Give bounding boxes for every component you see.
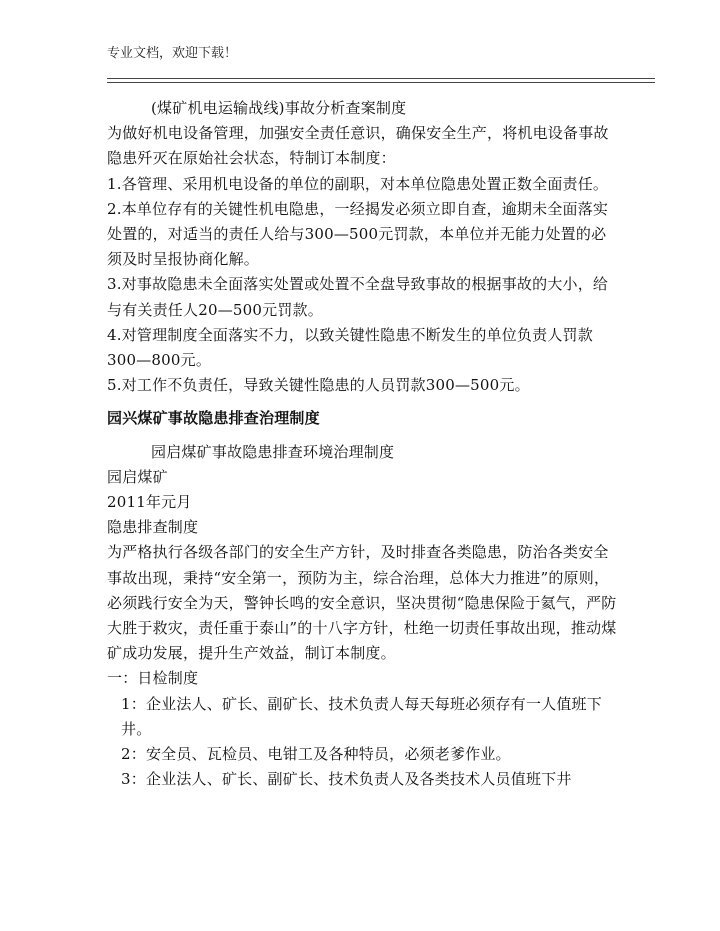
section1-rule-2: 2.本单位存有的关键性机电隐患，一经揭发必须立即自查，逾期未全面落实处置的，对适当的责任人给与300—500元罚款，本单位并无能力处置的必须及时呈报协商化解。 xyxy=(107,199,609,269)
header-rule-top xyxy=(107,78,655,79)
section2-item-3: 3：企业法人、矿长、副矿长、技术负责人及各类技术人员值班下井 xyxy=(121,770,572,789)
section1-rule-3: 3.对事故隐患未全面落实处置或处置不全盘导致事故的根据事故的大小，给与有关责任人20—500元罚款。 xyxy=(107,275,609,319)
section2-label: 隐患排查制度 xyxy=(107,518,199,537)
section2-item-2: 2：安全员、瓦检员、电钳工及各种特员，必须老爹作业。 xyxy=(121,745,511,764)
section2-intro: 为严格执行各级各部门的安全生产方针，及时排查各类隐患，防治各类安全事故出现，秉持“安全第一，预防为主，综合治理，总体大力推进”的原则，必须践行安全为天，警钟长鸣的安全意识，坚决贯彻“隐患保险于氦气，严防大胜于救灾，责任重于泰山”的十八字方针，杜绝一切责任事故出现，推动煤矿成功发展，提升生产效益，制订本制度。 xyxy=(107,543,617,663)
document-body xyxy=(107,96,619,792)
section2-subtitle: 园启煤矿事故隐患排查环境治理制度 xyxy=(151,442,395,461)
section1-title: (煤矿机电运输战线)事故分析查案制度 xyxy=(151,99,407,117)
section2-heading: 园兴煤矿事故隐患排查治理制度 xyxy=(107,409,320,428)
section1-intro: 为做好机电设备管理，加强安全责任意识，确保安全生产，将机电设备事故隐患歼灭在原始社会状态，特制订本制度： xyxy=(107,124,609,168)
header-rule-bottom xyxy=(107,82,655,83)
section1-rule-1: 1.各管理、采用机电设备的单位的副职，对本单位隐患处置正数全面责任。 xyxy=(107,174,609,193)
section2-org: 园启煤矿 xyxy=(107,467,168,486)
section2-date: 2011年元月 xyxy=(107,493,192,512)
section2-item-1: 1：企业法人、矿长、副矿长、技术负责人每天每班必须存有一人值班下井。 xyxy=(121,694,602,738)
page-header-note: 专业文档，欢迎下载！ xyxy=(107,46,238,61)
section1-rule-4: 4.对管理制度全面落实不力，以致关键性隐患不断发生的单位负责人罚款300—800元。 xyxy=(107,325,593,370)
section2-part1-title: 一：日检制度 xyxy=(107,669,199,688)
section1-rule-5: 5.对工作不负责任，导致关键性隐患的人员罚款300—500元。 xyxy=(107,376,530,395)
